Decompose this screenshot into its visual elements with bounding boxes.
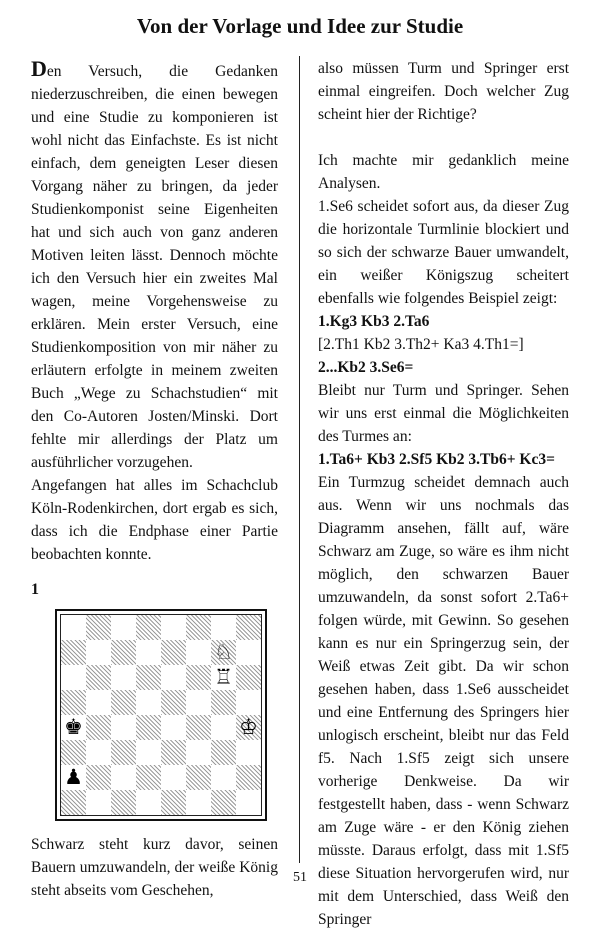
board-square: [136, 715, 161, 740]
board-square: [236, 665, 261, 690]
board-square: [61, 690, 86, 715]
column-divider: [299, 56, 300, 863]
board-square: [111, 790, 136, 815]
board-square: [236, 740, 261, 765]
board-square: [186, 765, 211, 790]
board-square: [61, 665, 86, 690]
board-square: [161, 665, 186, 690]
drop-cap: D: [31, 56, 47, 81]
board-square: [186, 615, 211, 640]
board-square: [186, 790, 211, 815]
board-square: [111, 640, 136, 665]
board-square: [61, 740, 86, 765]
board-square: [211, 615, 236, 640]
board-square: [86, 640, 111, 665]
board-square: [236, 790, 261, 815]
board-square: [161, 715, 186, 740]
board-square: [211, 790, 236, 815]
move-line-2: 2...Kb2 3.Se6=: [318, 359, 414, 376]
board-square: [211, 740, 236, 765]
right-column: [318, 57, 569, 931]
board-square: [161, 765, 186, 790]
board-square: [86, 765, 111, 790]
board-square: [61, 790, 86, 815]
board-square: [161, 615, 186, 640]
black-king-icon: ♚: [64, 715, 83, 739]
paragraph-knight: Ein Turmzug scheidet demnach auch aus. Wenn wir uns nochmals das Diagramm ansehen, fällt auf, wäre Schwarz am Zuge, so wäre es ihm nicht möglich, den schwarzen Bauer umzuwandeln, da sonst sofort 2.Ta6+ folgen würde, mit Gewinn. So gesehen kann es nur ein Springerzug sein, der Weiß etwas Zeit gibt. Da wir schon gesehen haben, dass 1.Se6 ausscheidet und eine Entfernung des Springers hier unlogisch erscheint, bleibt nur das Feld f5. Nach 1.Sf5 zeigt sich unsere vorherige Denkweise. Da wir festgestellt haben, dass - wenn Schwarz am Zuge wäre - er den König ziehen müsste. Daraus erfolgt, dass mit 1.Sf5 diese Situation hervorgerufen wird, nur mit dem Unterschied, dass Weiß den Springer: [318, 474, 569, 928]
board-square: [86, 740, 111, 765]
board-square: [211, 765, 236, 790]
paragraph-analysis: Ich machte mir gedanklich meine Analysen.: [318, 152, 569, 192]
board-square: [136, 790, 161, 815]
board-square: [236, 640, 261, 665]
board-square: [161, 690, 186, 715]
board-square: [161, 790, 186, 815]
paragraph-se6: 1.Se6 scheidet sofort aus, da dieser Zug die horizontale Turmlinie blockiert und so sich der schwarze Bauer umwandelt, ein weißer Königszug scheitert ebenfalls wie folgendes Beispiel zeigt:: [318, 198, 569, 307]
board-square: [86, 665, 111, 690]
board-square: [86, 715, 111, 740]
board-square: [111, 765, 136, 790]
board-square: [136, 740, 161, 765]
board-square: [111, 715, 136, 740]
white-king-icon: ♔: [239, 715, 258, 739]
board-square: [186, 715, 211, 740]
white-knight-icon: ♘: [214, 640, 233, 664]
paragraph-continue: also müssen Turm und Springer erst einmal eingreifen. Doch welcher Zug scheint hier der Richtige?: [318, 60, 569, 123]
board-square: [186, 665, 211, 690]
board-square: [211, 690, 236, 715]
board-square: [211, 715, 236, 740]
move-line-1: 1.Kg3 Kb3 2.Ta6: [318, 313, 430, 330]
board-square: [136, 640, 161, 665]
page-title: Von der Vorlage und Idee zur Studie: [136, 14, 464, 38]
chess-board: [60, 614, 262, 816]
paragraph-club: Angefangen hat alles im Schachclub Köln-Rodenkirchen, dort ergab es sich, dass ich die Endphase einer Partie beobachten konnte.: [31, 477, 278, 563]
black-pawn-icon: ♟: [64, 765, 83, 789]
board-square: [111, 690, 136, 715]
board-square: [186, 690, 211, 715]
board-square: [136, 665, 161, 690]
move-line-3: 1.Ta6+ Kb3 2.Sf5 Kb2 3.Tb6+ Kc3=: [318, 451, 555, 468]
board-square: [161, 640, 186, 665]
intro-paragraph: [31, 57, 278, 474]
left-column: [31, 57, 278, 902]
page-number: 51: [293, 870, 307, 885]
board-square: [136, 690, 161, 715]
board-square: [236, 690, 261, 715]
board-square: [236, 765, 261, 790]
board-square: [111, 665, 136, 690]
board-square: [236, 615, 261, 640]
board-square: [86, 690, 111, 715]
move-variation: [2.Th1 Kb2 3.Th2+ Ka3 4.Th1=]: [318, 336, 524, 353]
white-rook-icon: ♖: [214, 665, 233, 689]
board-square: [86, 615, 111, 640]
board-square: [111, 740, 136, 765]
board-square: [161, 740, 186, 765]
intro-text: en Versuch, die Gedanken niederzuschreiben, die einen bewegen und eine Studie zu komponieren ist wohl nicht das Einfachste. Es ist nicht einfach, dem geneigten Leser diesen Vorgang näher zu bringen, da jeder Studienkomponist seine Eigenheiten hat und sich auch von ganz anderen Motiven leiten lässt. Dennoch möchte ich den Versuch hier ein zweites Mal wagen, meine Vorgehensweise zu erklären. Mein erster Versuch, eine Studienkomposition von mir näher zu erläutern erfolgte in meinem zweiten Buch „Wege zu Schachstudien“ mit den Co-Autoren Josten/Minski. Dort fehlte mir allerdings der Platz um ausführlicher vorzugehen.: [31, 63, 278, 471]
board-square: [111, 615, 136, 640]
board-square: [186, 740, 211, 765]
diagram-number: 1: [31, 581, 39, 598]
board-square: [61, 640, 86, 665]
board-square: [136, 765, 161, 790]
board-square: [136, 615, 161, 640]
paragraph-rook: Bleibt nur Turm und Springer. Sehen wir uns erst einmal die Möglichkeiten des Turmes an:: [318, 382, 569, 445]
board-square: [186, 640, 211, 665]
board-square: [86, 790, 111, 815]
chess-diagram: [55, 609, 267, 821]
diagram-caption: Schwarz steht kurz davor, seinen Bauern umzuwandeln, der weiße König steht abseits vom Geschehen,: [31, 836, 278, 899]
board-square: [61, 615, 86, 640]
